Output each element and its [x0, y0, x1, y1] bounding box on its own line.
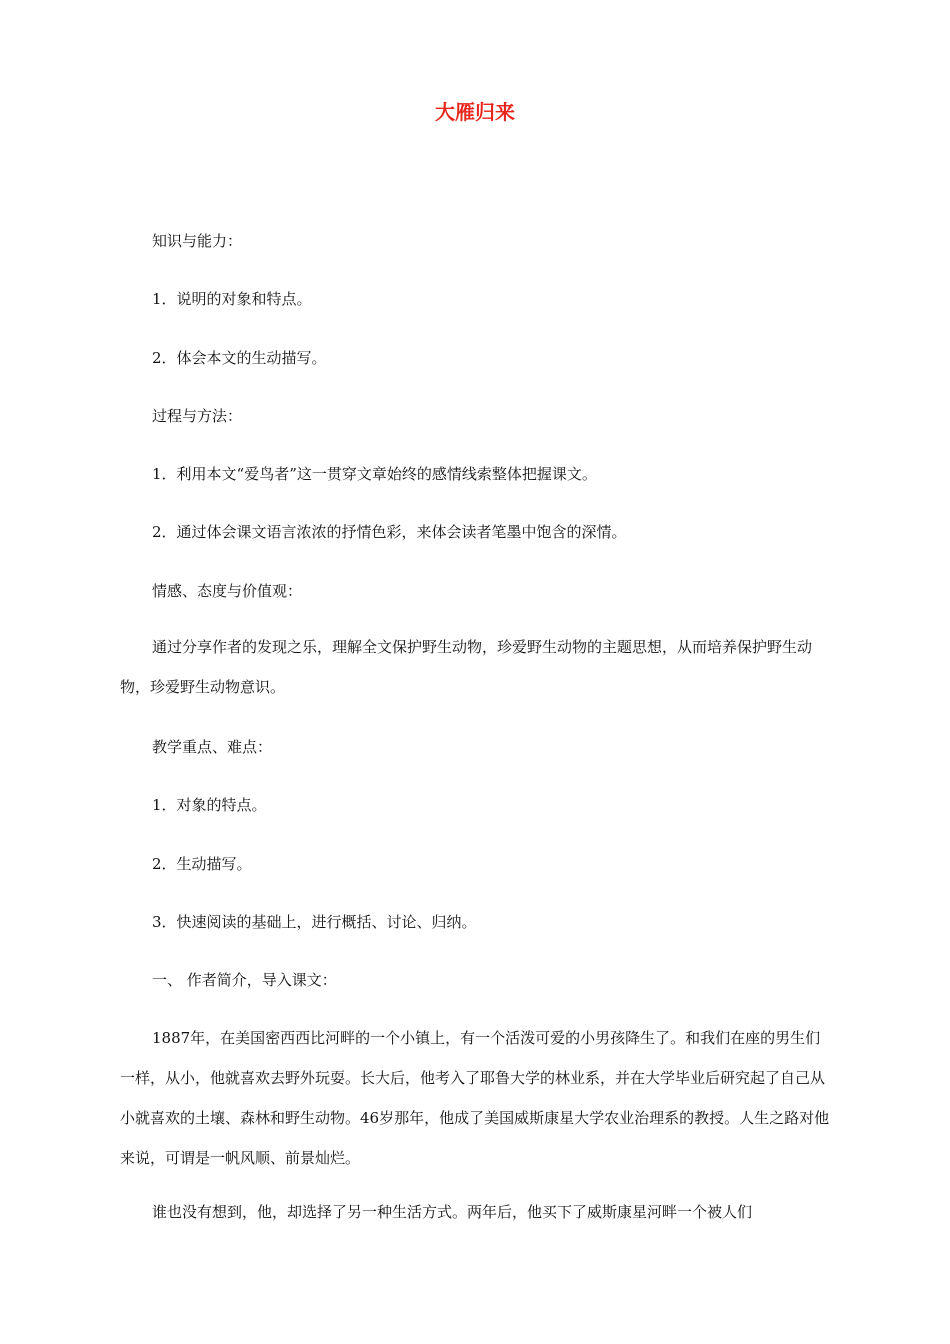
- document-title: 大雁归来: [435, 100, 515, 124]
- text-line: 2．体会本文的生动描写。: [152, 349, 327, 367]
- heading-key-points: 教学重点、难点：: [152, 738, 273, 756]
- text-line: 2．生动描写。: [152, 855, 252, 873]
- paragraph-emotion-values: 通过分享作者的发现之乐，理解全文保护野生动物，珍爱野生动物的主题思想，从而培养保护野生动物，珍爱野生动物意识。: [120, 638, 813, 696]
- heading-knowledge-ability: 知识与能力：: [152, 232, 243, 250]
- heading-emotion-values: 情感、态度与价值观：: [152, 582, 303, 600]
- heading-process-method: 过程与方法：: [152, 407, 243, 425]
- text-line: 2．通过体会课文语言浓浓的抒情色彩，来体会读者笔墨中饱含的深情。: [152, 523, 627, 541]
- text-line: 1．说明的对象和特点。: [152, 290, 312, 308]
- paragraph-author-choice: 谁也没有想到，他，却选择了另一种生活方式。两年后，他买下了威斯康星河畔一个被人们: [152, 1203, 753, 1221]
- text-line: 1．对象的特点。: [152, 796, 267, 814]
- heading-author-intro: 一、 作者简介，导入课文：: [152, 971, 337, 989]
- text-line: 3．快速阅读的基础上，进行概括、讨论、归纳。: [152, 913, 477, 931]
- paragraph-author-bio: 1887年，在美国密西西比河畔的一个小镇上，有一个活泼可爱的小男孩降生了。和我们在座的男生们一样，从小，他就喜欢去野外玩耍。长大后，他考入了耶鲁大学的林业系，并在大学毕业后研究起了自己从小就喜欢的土壤、森林和野生动物。46岁那年，他成了美国威斯康星大学农业治理系的教授。人生之路对他来说，可谓是一帆风顺、前景灿烂。: [120, 1029, 830, 1167]
- text-line: 1．利用本文“爱鸟者”这一贯穿文章始终的感情线索整体把握课文。: [152, 465, 597, 483]
